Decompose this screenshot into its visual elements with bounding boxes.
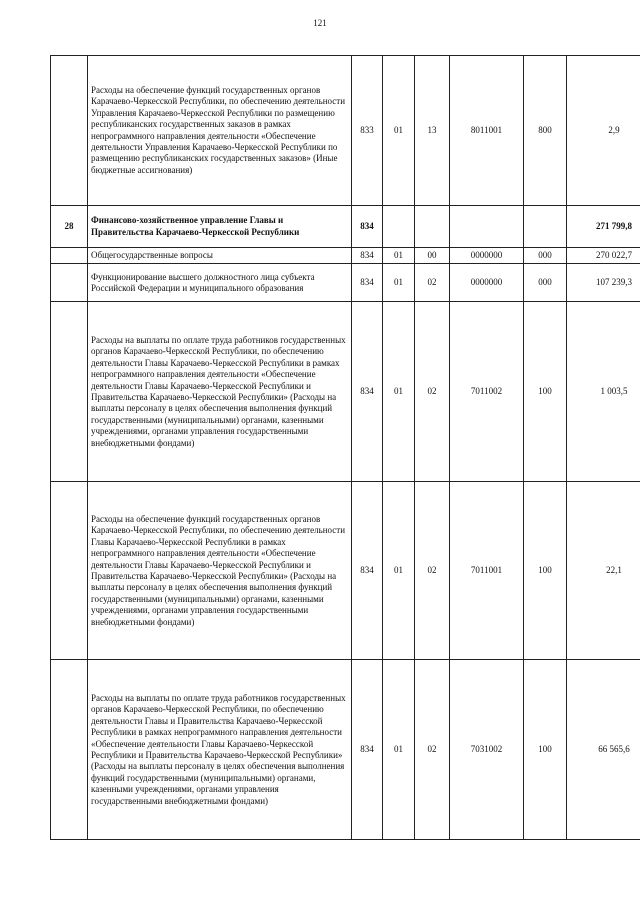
row-section <box>383 206 415 248</box>
table-row <box>51 206 640 248</box>
row-number <box>51 56 88 206</box>
row-target: 8011001 <box>450 56 524 206</box>
row-code: 834 <box>352 482 383 660</box>
row-code: 834 <box>352 302 383 482</box>
row-number <box>51 302 88 482</box>
table-row <box>51 482 640 660</box>
row-target: 7011001 <box>450 482 524 660</box>
row-expense-type: 100 <box>524 302 567 482</box>
row-subsection: 02 <box>415 302 450 482</box>
row-target: 0000000 <box>450 264 524 302</box>
row-code: 834 <box>352 206 383 248</box>
row-sum: 270 022,7 <box>567 248 640 264</box>
row-sum: 66 565,6 <box>567 660 640 840</box>
row-section: 01 <box>383 56 415 206</box>
row-name: Расходы на выплаты по оплате труда работников государственных органов Карачаево-Черкесской Республики, по обеспечению деятельности Главы Карачаево-Черкесской Республики в рамках непрограммного направления деятельности «Обеспечение деятельности Главы Карачаево-Черкесской Республики и Правительства Карачаево-Черкесской Республики» (Расходы на выплаты персоналу в целях обеспечения выполнения функций государственными (муниципальными) органами, казенными учреждениями, органами управления государственными внебюджетными фондами) <box>88 302 352 482</box>
row-name: Функционирование высшего должностного лица субъекта Российской Федерации и муниципального образования <box>88 264 352 302</box>
budget-table-body <box>51 56 640 840</box>
table-row <box>51 56 640 206</box>
row-number <box>51 248 88 264</box>
row-target: 7031002 <box>450 660 524 840</box>
row-code: 833 <box>352 56 383 206</box>
row-name: Финансово-хозяйственное управление Главы и Правительства Карачаево-Черкесской Республики <box>88 206 352 248</box>
row-section: 01 <box>383 248 415 264</box>
row-number <box>51 482 88 660</box>
table-row <box>51 660 640 840</box>
row-sum: 2,9 <box>567 56 640 206</box>
row-section: 01 <box>383 264 415 302</box>
row-section: 01 <box>383 302 415 482</box>
row-target: 7011002 <box>450 302 524 482</box>
row-subsection <box>415 206 450 248</box>
row-sum: 22,1 <box>567 482 640 660</box>
row-expense-type <box>524 206 567 248</box>
row-name: Расходы на обеспечение функций государственных органов Карачаево-Черкесской Республики, по обеспечению деятельности Главы Карачаево-Черкесской Республики в рамках непрограммного направления деятельности «Обеспечение деятельности Главы Карачаево-Черкесской Республики и Правительства Карачаево-Черкесской Республики» (Расходы на выплаты персоналу в целях обеспечения выполнения функций государственными (муниципальными) органами, казенными учреждениями, органами управления государственными внебюджетными фондами) <box>88 482 352 660</box>
row-expense-type: 100 <box>524 660 567 840</box>
row-sum: 271 799,8 <box>567 206 640 248</box>
row-number: 28 <box>51 206 88 248</box>
table-row <box>51 264 640 302</box>
row-expense-type: 100 <box>524 482 567 660</box>
row-target: 0000000 <box>450 248 524 264</box>
page-number: 121 <box>313 18 327 28</box>
row-number <box>51 264 88 302</box>
row-sum: 107 239,3 <box>567 264 640 302</box>
row-subsection: 02 <box>415 264 450 302</box>
row-target <box>450 206 524 248</box>
row-sum: 1 003,5 <box>567 302 640 482</box>
row-subsection: 02 <box>415 482 450 660</box>
row-code: 834 <box>352 264 383 302</box>
row-number <box>51 660 88 840</box>
row-subsection: 02 <box>415 660 450 840</box>
row-name: Расходы на выплаты по оплате труда работников государственных органов Карачаево-Черкесской Республики, по обеспечению деятельности Главы и Правительства Карачаево-Черкесской Республики в рамках непрограммного направления деятельности «Обеспечение деятельности Главы Карачаево-Черкесской Республики и Правительства Карачаево-Черкесской Республики» (Расходы на выплаты персоналу в целях обеспечения выполнения функций государственными (муниципальными) органами, казенными учреждениями, органами управления государственными внебюджетными фондами) <box>88 660 352 840</box>
row-section: 01 <box>383 482 415 660</box>
row-expense-type: 000 <box>524 248 567 264</box>
row-name: Общегосударственные вопросы <box>88 248 352 264</box>
row-expense-type: 000 <box>524 264 567 302</box>
row-expense-type: 800 <box>524 56 567 206</box>
row-section: 01 <box>383 660 415 840</box>
table-row <box>51 248 640 264</box>
budget-table <box>50 55 640 840</box>
row-subsection: 13 <box>415 56 450 206</box>
row-code: 834 <box>352 248 383 264</box>
row-code: 834 <box>352 660 383 840</box>
row-name: Расходы на обеспечение функций государственных органов Карачаево-Черкесской Республики, по обеспечению деятельности Управления Карачаево-Черкесской Республики по размещению республиканских государственных заказов в рамках непрограммного направления деятельности «Обеспечение деятельности Управления Карачаево-Черкесской Республики по размещению республиканских государственных заказов» (Иные бюджетные ассигнования) <box>88 56 352 206</box>
row-subsection: 00 <box>415 248 450 264</box>
table-row <box>51 302 640 482</box>
